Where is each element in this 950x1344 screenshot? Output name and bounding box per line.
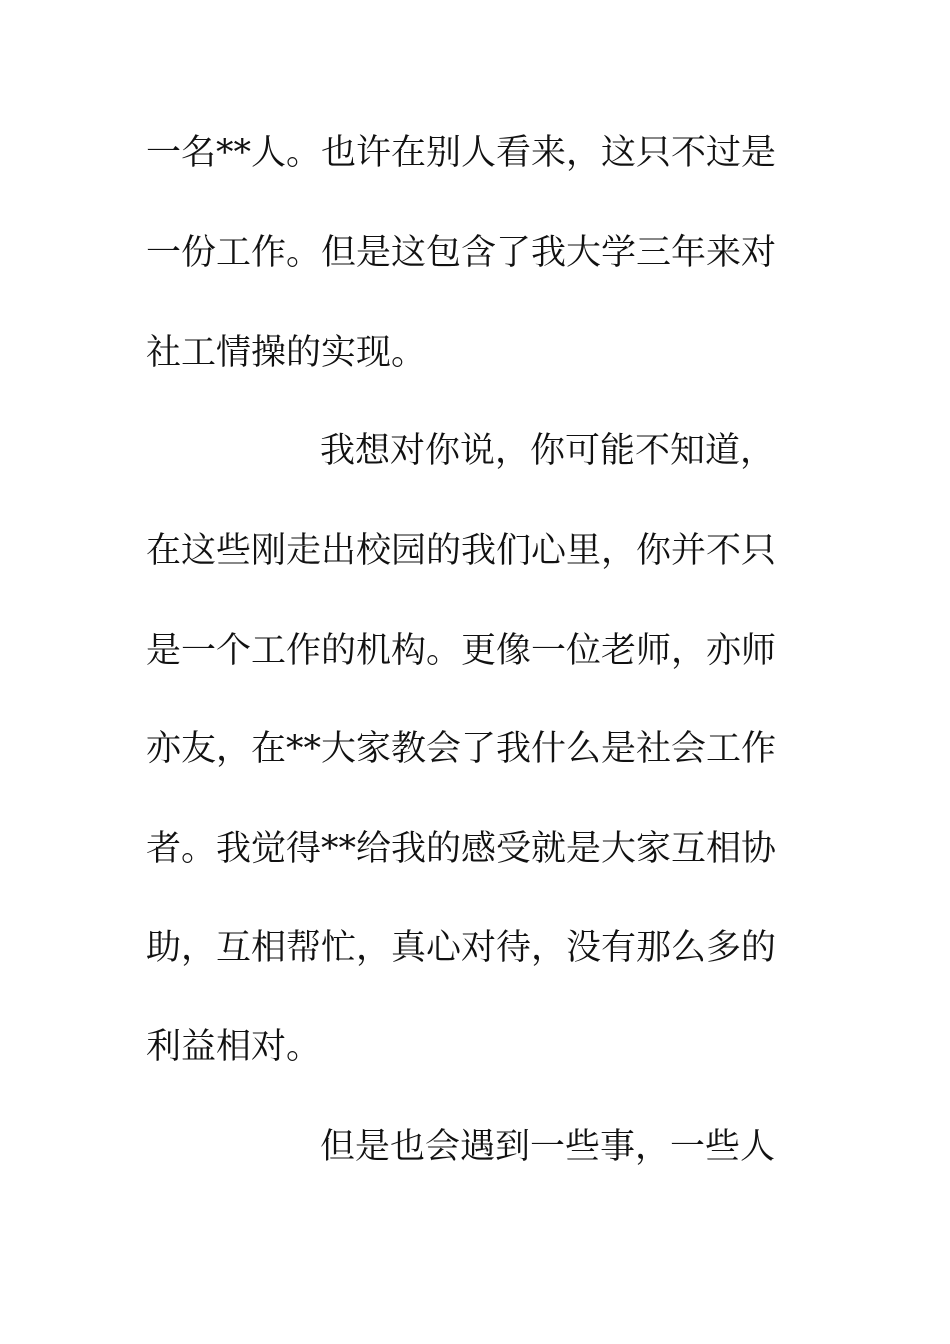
text-line: 一份工作。但是这包含了我大学三年来对 xyxy=(146,233,777,273)
text-line: 者。我觉得**给我的感受就是大家互相协 xyxy=(146,829,777,869)
text-line: 一名**人。也许在别人看来，这只不过是 xyxy=(146,133,777,173)
text-line: 是一个工作的机构。更像一位老师，亦师 xyxy=(146,631,777,671)
text-line: 利益相对。 xyxy=(146,1027,322,1067)
text-line: 社工情操的实现。 xyxy=(146,333,427,373)
paragraph-first-line: 但是也会遇到一些事，一些人 xyxy=(320,1127,776,1167)
paragraph-first-line: 我想对你说，你可能不知道， xyxy=(320,431,776,471)
text-line: 在这些刚走出校园的我们心里，你并不只 xyxy=(146,531,777,571)
text-line: 亦友，在**大家教会了我什么是社会工作 xyxy=(146,729,777,769)
text-line: 助，互相帮忙，真心对待，没有那么多的 xyxy=(146,928,777,968)
